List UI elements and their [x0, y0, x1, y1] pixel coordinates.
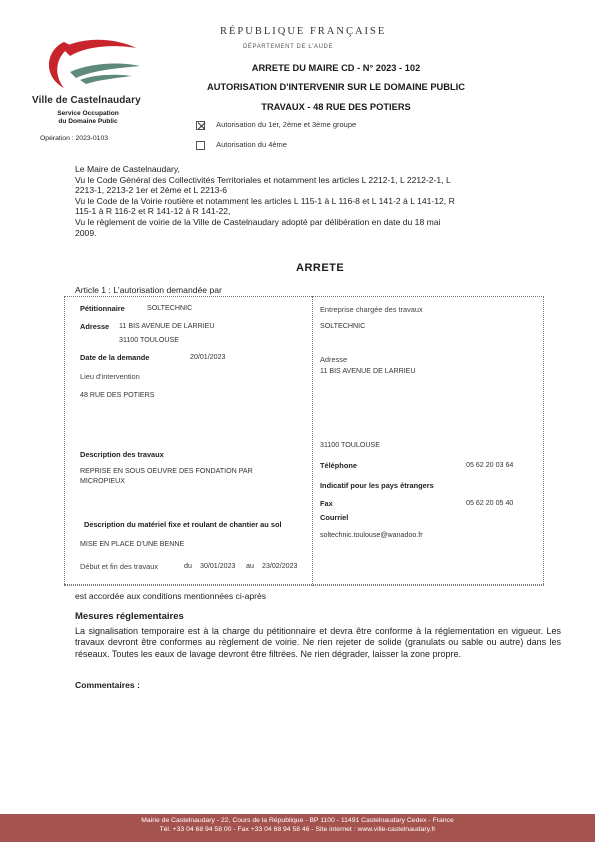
empty-checkbox-icon [196, 141, 205, 150]
department-heading: DÉPARTEMENT DE L'AUDE [243, 44, 334, 50]
lieu-value: 48 RUE DES POTIERS [80, 391, 155, 399]
town-name: Ville de Castelnaudary [32, 95, 141, 106]
commentaires-heading: Commentaires : [75, 680, 140, 690]
description-value-1: REPRISE EN SOUS OEUVRE DES FONDATION PAR [80, 467, 253, 475]
telephone-label: Téléphone [320, 461, 357, 470]
preamble-line: 2213-1, 2213-2 1er et 2ème et L 2213-6 [75, 185, 228, 196]
preamble-line: Le Maire de Castelnaudary, [75, 164, 180, 174]
mesures-heading: Mesures réglementaires [75, 611, 184, 622]
lieu-label: Lieu d'intervention [80, 372, 140, 381]
authorization-option-2-label: Autorisation du 4ème [216, 140, 287, 149]
service-line-2: du Domaine Public [58, 118, 118, 125]
preamble [75, 164, 555, 238]
fax-value: 05 62 20 05 40 [466, 499, 514, 507]
service-label [48, 110, 128, 126]
debut-value: 30/01/2023 [200, 562, 236, 570]
debut-du: du [184, 562, 192, 570]
footer-bar [0, 814, 595, 842]
ent-ville-value: 31100 TOULOUSE [320, 441, 380, 449]
arrete-number-title: ARRETE DU MAIRE CD - N° 2023 - 102 [251, 63, 421, 73]
authorization-option-1 [196, 120, 356, 130]
town-logo [36, 36, 144, 94]
materiel-label: Description du matériel fixe et roulant de chantier au sol [84, 520, 282, 529]
mesures-text: La signalisation temporaire est à la charge du pétitionnaire et devra être conforme à la réglementation en vigueur. Les travaux devront être conformes au règlement de voirie. Ne rien rejeter de solide (granulats ou sable ou autre) dans les réseaux. Toutes les eaux de lavage devront être filtrées. Ne rien dégrader, laisser la zone propre. [75, 626, 561, 659]
operation-number: Opération : 2023-0103 [40, 135, 109, 142]
description-value-2: MICROPIEUX [80, 477, 125, 485]
article-1: Article 1 : L'autorisation demandée par [75, 285, 222, 295]
adresse-label: Adresse [80, 322, 110, 331]
form-divider [312, 296, 313, 586]
footer-address: Mairie de Castelnaudary - 22, Cours de la République - BP 1100 - 11491 Castelnaudary Cedex - France [141, 817, 454, 824]
entreprise-label: Entreprise chargée des travaux [320, 305, 423, 314]
fin-value: 23/02/2023 [262, 562, 298, 570]
authorization-option-2 [196, 140, 287, 150]
fax-label: Fax [320, 499, 333, 508]
preamble-line: 115-1 à R 116-2 et R 141-12 à R 141-22, [75, 206, 231, 217]
adresse-value-1: 11 BIS AVENUE DE LARRIEU [119, 322, 215, 330]
preamble-line: 2009. [75, 227, 97, 238]
courriel-value: soltechnic.toulouse@wanadoo.fr [320, 531, 423, 539]
description-label: Description des travaux [80, 450, 164, 459]
preamble-line: Vu le Code Général des Collectivités Territoriales et notamment les articles L 2212-1, L 2212-2-1, L [75, 174, 451, 185]
debut-label: Début et fin des travaux [80, 562, 159, 571]
form-bottom-rule [64, 584, 544, 585]
ent-adresse-value: 11 BIS AVENUE DE LARRIEU [320, 367, 416, 375]
date-demande-label: Date de la demande [80, 353, 150, 362]
works-title: TRAVAUX - 48 RUE DES POTIERS [261, 102, 411, 112]
materiel-value: MISE EN PLACE D'UNE BENNE [80, 540, 185, 548]
telephone-value: 05 62 20 03 64 [466, 461, 514, 469]
service-line-1: Service Occupation [57, 110, 119, 117]
petitionnaire-value: SOLTECHNIC [147, 304, 193, 312]
courriel-label: Courriel [320, 513, 349, 522]
arrete-heading: ARRETE [296, 262, 345, 274]
authorization-title: AUTORISATION D'INTERVENIR SUR LE DOMAINE PUBLIC [207, 82, 465, 92]
accorded-line: est accordée aux conditions mentionnées ci-après [75, 591, 267, 601]
indicatif-label: Indicatif pour les pays étrangers [320, 481, 434, 490]
petitionnaire-label: Pétitionnaire [80, 304, 125, 313]
preamble-line: Vu le Code de la Voirie routière et notamment les articles L 115-1 à L 116-8 et L 141-2 à L 141-12, R [75, 195, 455, 206]
adresse-value-2: 31100 TOULOUSE [119, 336, 179, 344]
footer-contact: Tél. +33 04 68 94 58 00 - Fax +33 04 68 94 58 46 - Site internet : www.ville-castelnaudary.fr [159, 826, 436, 833]
preamble-line: Vu le règlement de voirie de la Ville de Castelnaudary adopté par délibération en date du 18 mai [75, 216, 441, 227]
date-demande-value: 20/01/2023 [190, 353, 226, 361]
ent-adresse-label: Adresse [320, 355, 348, 364]
fin-au: au [246, 562, 254, 570]
republic-heading: RÉPUBLIQUE FRANÇAISE [220, 26, 387, 37]
authorization-option-1-label: Autorisation du 1er, 2ème et 3ème groupe [216, 120, 357, 129]
entreprise-value: SOLTECHNIC [320, 322, 366, 330]
checked-checkbox-icon [196, 121, 205, 130]
